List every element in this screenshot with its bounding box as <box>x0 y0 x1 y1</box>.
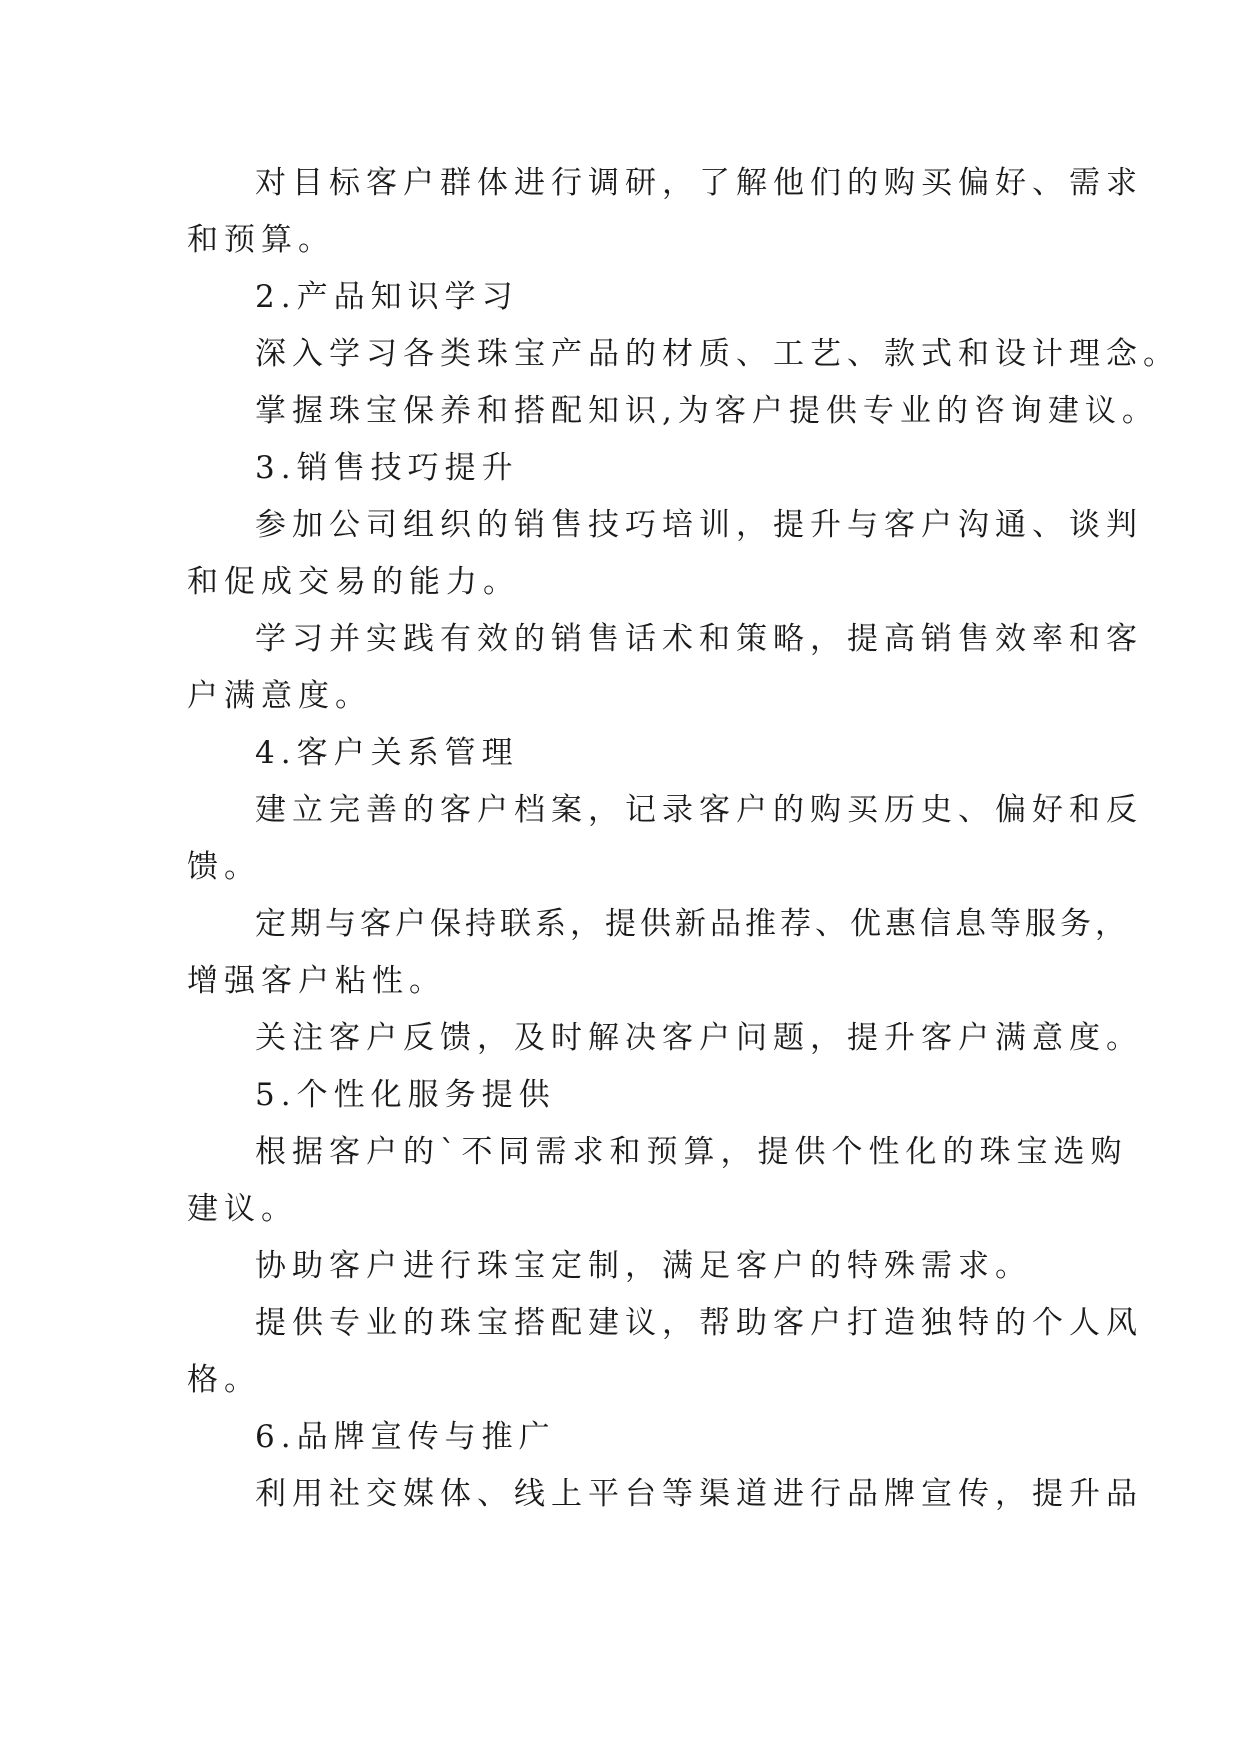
section-heading: 2.产品知识学习 <box>255 279 519 315</box>
paragraph-line: 掌握珠宝保养和搭配知识,为客户提供专业的咨询建议。 <box>255 393 1159 429</box>
paragraph-line: 学习并实践有效的销售话术和策略，提高销售效率和客 <box>255 621 1143 657</box>
paragraph-line: 关注客户反馈，及时解决客户问题，提升客户满意度。 <box>255 1020 1143 1056</box>
paragraph-line: 和促成交易的能力。 <box>187 564 520 600</box>
paragraph-line: 根据客户的`不同需求和预算，提供个性化的珠宝选购 <box>255 1134 1128 1170</box>
paragraph-line: 格。 <box>187 1362 261 1398</box>
paragraph-line: 增强客户粘性。 <box>187 963 446 999</box>
section-heading: 6.品牌宣传与推广 <box>255 1419 556 1455</box>
paragraph-line: 和预算。 <box>187 222 335 258</box>
section-heading: 4.客户关系管理 <box>255 735 519 771</box>
section-heading: 3.销售技巧提升 <box>255 450 519 486</box>
paragraph-line: 定期与客户保持联系，提供新品推荐、优惠信息等服务， <box>255 906 1130 942</box>
paragraph-line: 馈。 <box>187 849 261 885</box>
paragraph-line: 建立完善的客户档案，记录客户的购买历史、偏好和反 <box>255 792 1143 828</box>
paragraph-line: 参加公司组织的销售技巧培训，提升与客户沟通、谈判 <box>255 507 1143 543</box>
paragraph-line: 协助客户进行珠宝定制，满足客户的特殊需求。 <box>255 1248 1032 1284</box>
paragraph-line: 建议。 <box>187 1191 298 1227</box>
paragraph-line: 深入学习各类珠宝产品的材质、工艺、款式和设计理念。 <box>255 336 1180 372</box>
section-heading: 5.个性化服务提供 <box>255 1077 556 1113</box>
paragraph-line: 对目标客户群体进行调研，了解他们的购买偏好、需求 <box>255 165 1143 201</box>
paragraph-line: 利用社交媒体、线上平台等渠道进行品牌宣传，提升品 <box>255 1476 1143 1512</box>
paragraph-line: 户满意度。 <box>187 678 372 714</box>
paragraph-line: 提供专业的珠宝搭配建议，帮助客户打造独特的个人风 <box>255 1305 1143 1341</box>
